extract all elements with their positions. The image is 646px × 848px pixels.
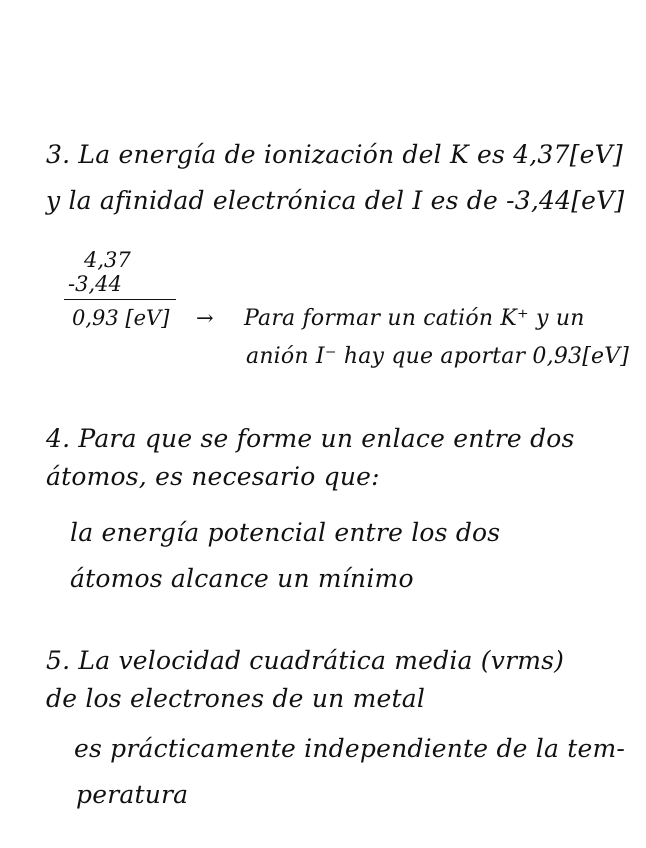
problem-4-number: 4. bbox=[46, 424, 71, 453]
problem-5-number: 5. bbox=[46, 646, 71, 675]
problem-5-answer-line-1: es prácticamente independiente de la tem- bbox=[74, 734, 626, 763]
calc-arrow: → bbox=[196, 306, 214, 330]
problem-4-answer-line-2: átomos alcance un mínimo bbox=[70, 564, 414, 593]
problem-4-answer-line-1: la energía potencial entre los dos bbox=[70, 518, 501, 547]
problem-3-statement-line-1 bbox=[46, 140, 623, 170]
problem-3-statement-line-2: y la afinidad electrónica del I es de -3,44[eV] bbox=[46, 186, 625, 215]
calc-result: 0,93 [eV] bbox=[72, 306, 170, 330]
problem-5-text-1: La velocidad cuadrática media (vrms) bbox=[78, 646, 565, 675]
calc-term-1: 4,37 bbox=[84, 248, 131, 272]
calc-explanation-line-2: anión I⁻ hay que aportar 0,93[eV] bbox=[246, 344, 630, 369]
problem-4-text-1: Para que se forme un enlace entre dos bbox=[78, 424, 575, 453]
calc-explanation-line-1: Para formar un catión K⁺ y un bbox=[244, 306, 585, 331]
problem-5-statement-line-2: de los electrones de un metal bbox=[46, 684, 426, 713]
problem-4-statement-line-1 bbox=[46, 424, 575, 454]
problem-5-answer-line-2: peratura bbox=[76, 780, 189, 809]
problem-4-statement-line-2: átomos, es necesario que: bbox=[46, 462, 380, 491]
problem-3-number: 3. bbox=[46, 140, 71, 169]
problem-3-text-1: La energía de ionización del K es 4,37[eV] bbox=[78, 140, 623, 169]
calc-sum-rule bbox=[64, 299, 176, 300]
calc-term-2: -3,44 bbox=[68, 272, 122, 296]
problem-5-statement-line-1 bbox=[46, 646, 564, 676]
